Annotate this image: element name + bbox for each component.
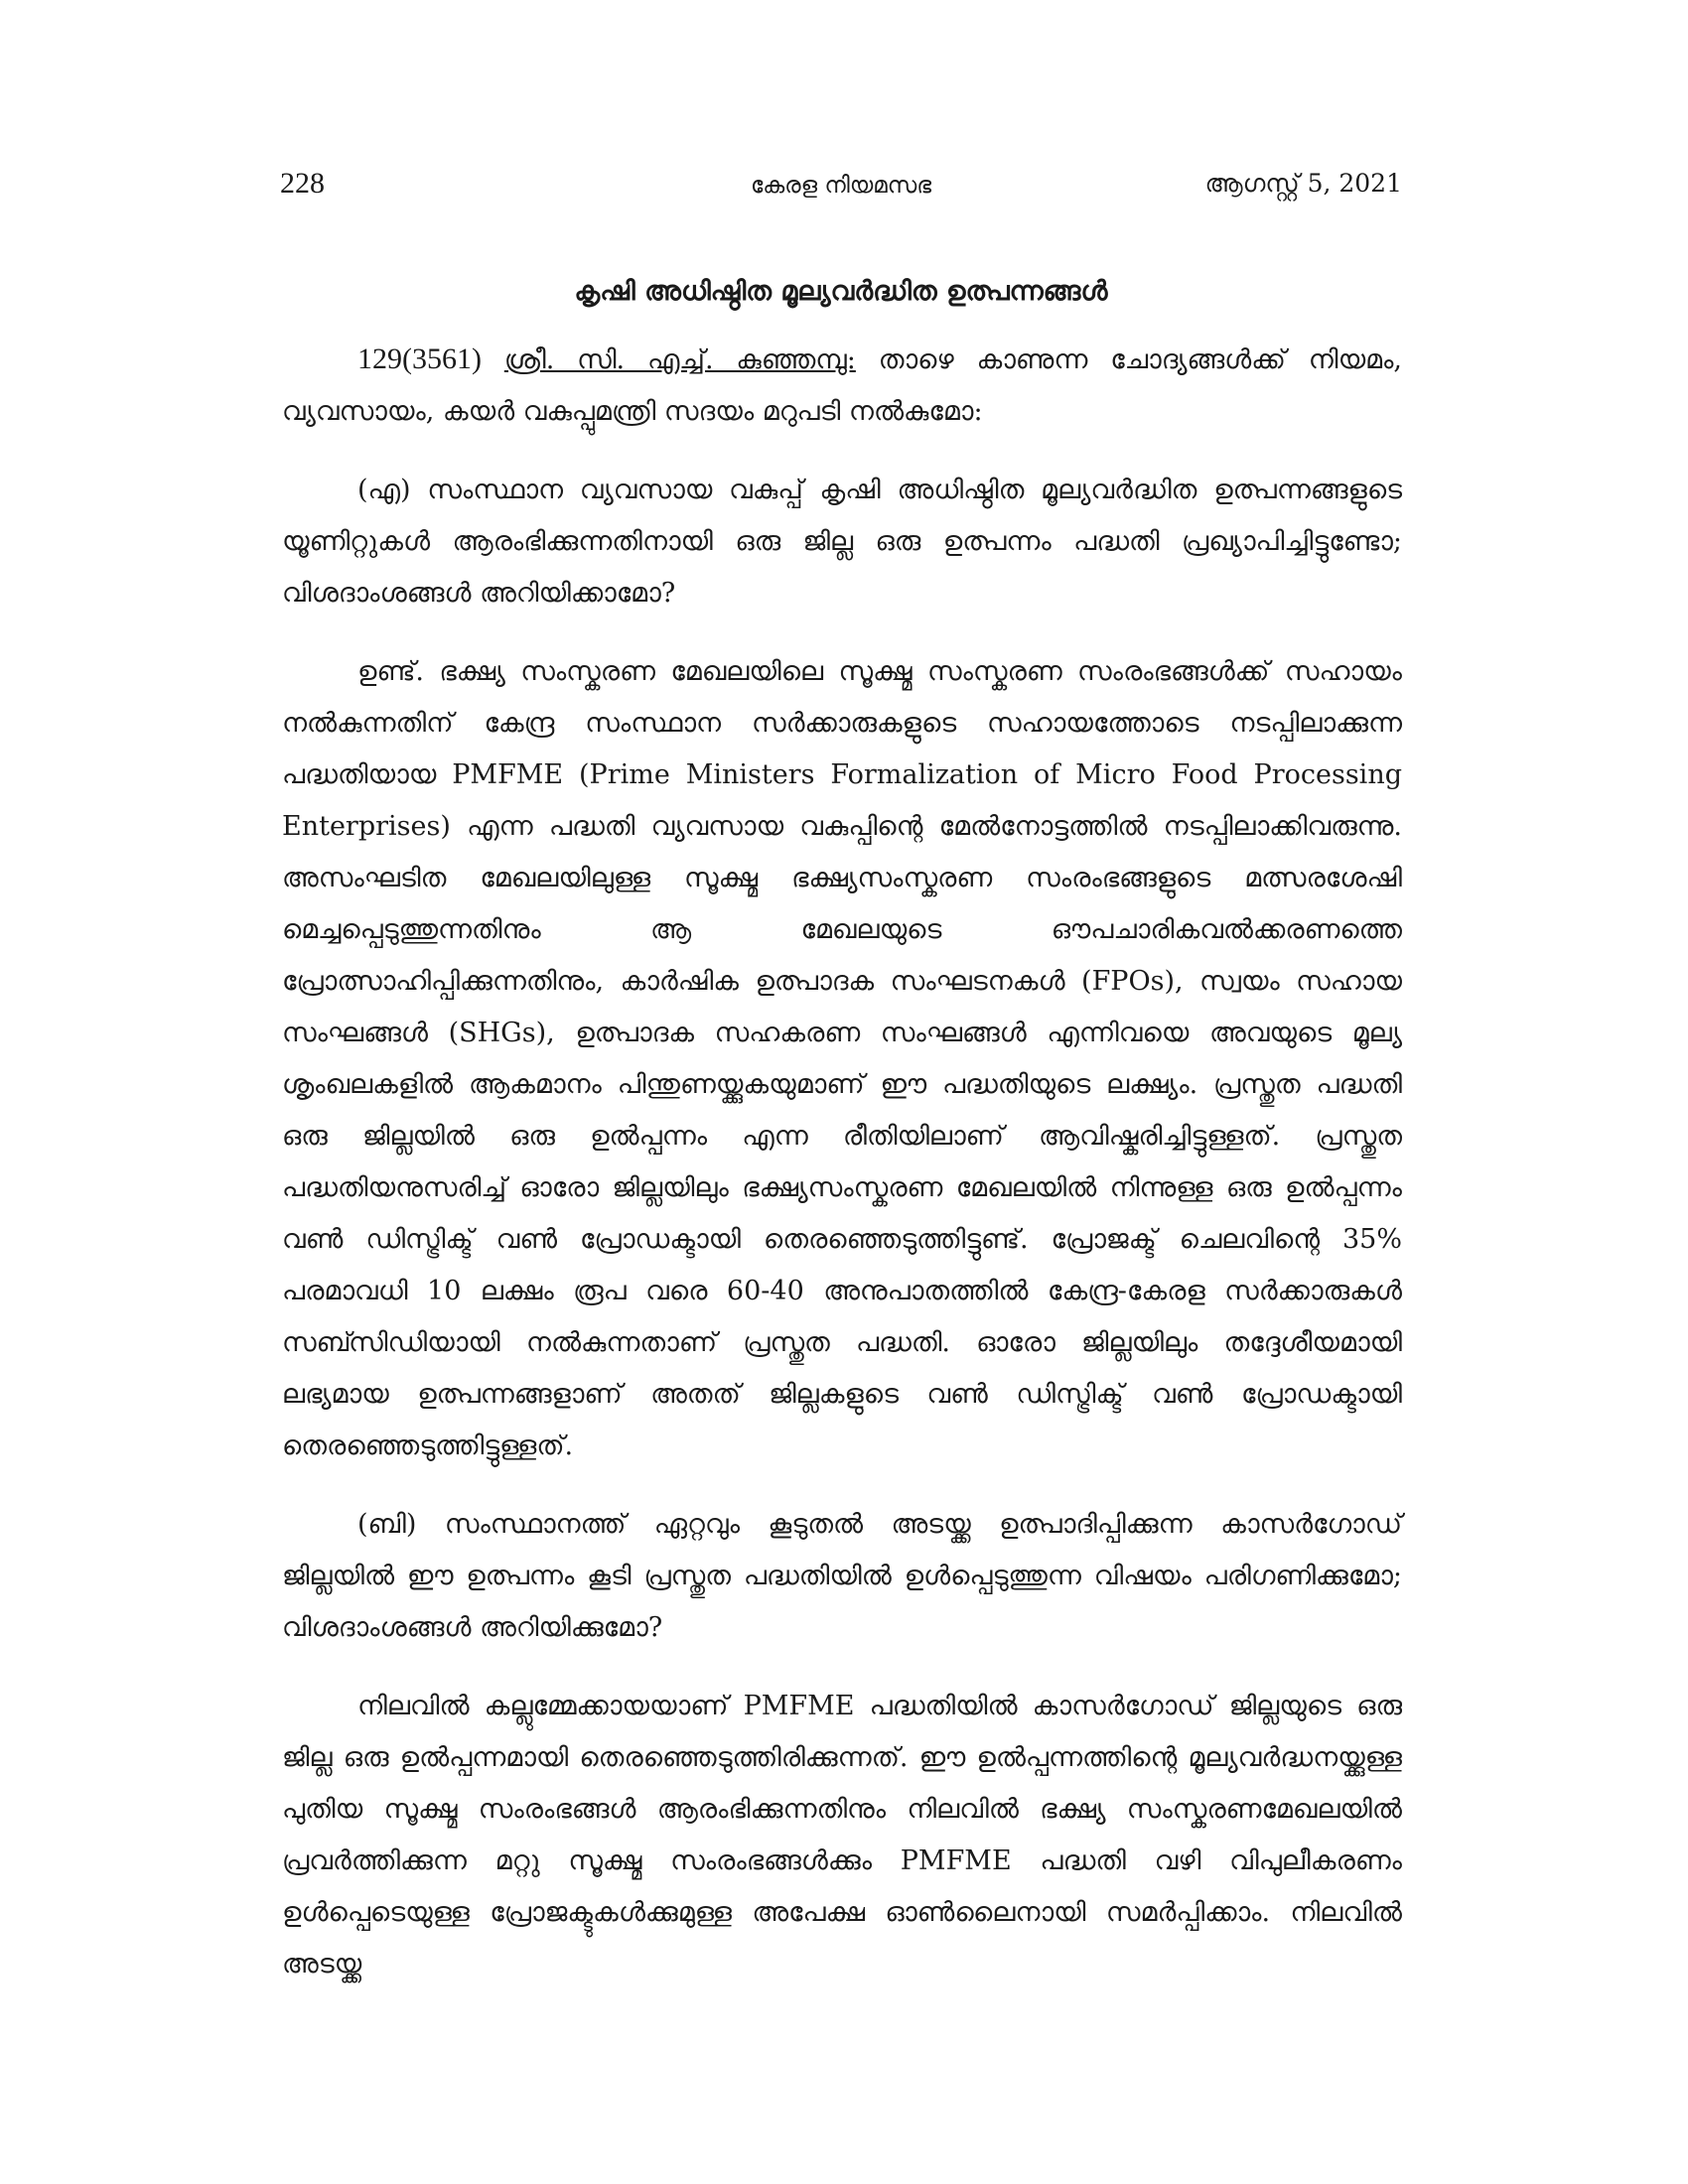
paragraph-answer-a — [282, 646, 1402, 1472]
paragraph-text: (എ) സംസ്ഥാന വ്യവസായ വകുപ്പ് കൃഷി അധിഷ്ഠിത മൂല്യവർദ്ധിത ഉത്പന്നങ്ങളുടെ യൂണിറ്റുകൾ ആരംഭിക്കുന്നതിനായി ഒരു ജില്ല ഒരു ഉത്പന്നം പദ്ധതി പ്രഖ്യാപിച്ചിട്ടുണ്ടോ; വിശദാംശങ്ങൾ അറിയിക്കാമോ? — [282, 475, 1402, 609]
question-paragraph — [282, 334, 1402, 438]
page-date: ആഗസ്റ്റ് 5, 2021 — [1204, 169, 1402, 198]
question-title: കൃഷി അധിഷ്ഠിത മൂല്യവർദ്ധിത ഉത്പന്നങ്ങൾ — [574, 276, 1108, 307]
paragraph-text: ഉണ്ട്. ഭക്ഷ്യ സംസ്കരണ മേഖലയിലെ സൂക്ഷ്മ സംസ്കരണ സംരംഭങ്ങൾക്ക് സഹായം നൽകുന്നതിന് കേന്ദ്ര സംസ്ഥാന സർക്കാരുകളുടെ സഹായത്തോടെ നടപ്പിലാക്കുന്ന പദ്ധതിയായ PMFME (Prime Ministers Formalization of Micro Food Processing Enterprises) എന്ന പദ്ധതി വ്യവസായ വകുപ്പിന്റെ മേൽനോട്ടത്തിൽ നടപ്പിലാക്കിവരുന്നു. അസംഘടിത മേഖലയിലുള്ള സൂക്ഷ്മ ഭക്ഷ്യസംസ്കരണ സംരംഭങ്ങളുടെ മത്സരശേഷി മെച്ചപ്പെടുത്തുന്നതിനും ആ മേഖലയുടെ ഔപചാരികവൽക്കരണത്തെ പ്രോത്സാഹിപ്പിക്കുന്നതിനും, കാർഷിക ഉത്പാദക സംഘടനകൾ (FPOs), സ്വയം സഹായ സംഘങ്ങൾ (SHGs), ഉത്പാദക സഹകരണ സംഘങ്ങൾ എന്നിവയെ അവയുടെ മൂല്യ ശൃംഖലകളിൽ ആകമാനം പിന്തുണയ്ക്കുകയുമാണ് ഈ പദ്ധതിയുടെ ലക്ഷ്യം. പ്രസ്തുത പദ്ധതി ഒരു ജില്ലയിൽ ഒരു ഉൽപ്പന്നം എന്ന രീതിയിലാണ് ആവിഷ്കരിച്ചിട്ടുള്ളത്. പ്രസ്തുത പദ്ധതിയനുസരിച്ച് ഓരോ ജില്ലയിലും ഭക്ഷ്യസംസ്കരണ മേഖലയിൽ നിന്നുള്ള ഒരു ഉൽപ്പന്നം വൺ ഡിസ്ട്രിക്ട് വൺ പ്രോഡക്ടായി തെരഞ്ഞെടുത്തിട്ടുണ്ട്. പ്രോജക്ട് ചെലവിന്റെ 35% പരമാവധി 10 ലക്ഷം രൂപ വരെ 60-40 അനുപാതത്തിൽ കേന്ദ്ര-കേരള സർക്കാരുകൾ സബ്സിഡിയായി നൽകുന്നതാണ് പ്രസ്തുത പദ്ധതി. ഓരോ ജില്ലയിലും തദ്ദേശീയമായി ലഭ്യമായ ഉത്പന്നങ്ങളാണ് അതത് ജില്ലകളുടെ വൺ ഡിസ്ട്രിക്ട് വൺ പ്രോഡക്ടായി തെരഞ്ഞെടുത്തിട്ടുള്ളത്. — [282, 656, 1402, 1461]
question-number: 129(3561) — [357, 342, 482, 375]
page-header — [280, 167, 1402, 210]
paragraph-text: (ബി) സംസ്ഥാനത്ത് ഏറ്റവും കൂടുതൽ അടയ്ക്ക ഉത്പാദിപ്പിക്കുന്ന കാസർഗോഡ് ജില്ലയിൽ ഈ ഉത്പന്നം കൂടി പ്രസ്തുത പദ്ധതിയിൽ ഉൾപ്പെടുത്തുന്ന വിഷയം പരിഗണിക്കുമോ; വിശദാംശങ്ങൾ അറിയിക്കുമോ? — [282, 1509, 1402, 1643]
paragraph-answer-b — [282, 1681, 1402, 1990]
paragraph-question-b — [282, 1499, 1402, 1654]
document-body — [282, 334, 1402, 2017]
running-title: കേരള നിയമസഭ — [750, 173, 932, 199]
paragraph-text: നിലവിൽ കല്ലുമ്മേക്കായയാണ് PMFME പദ്ധതിയിൽ കാസർഗോഡ് ജില്ലയുടെ ഒരു ജില്ല ഒരു ഉൽപ്പന്നമായി തെരഞ്ഞെടുത്തിരിക്കുന്നത്. ഈ ഉൽപ്പന്നത്തിന്റെ മൂല്യവർദ്ധനയ്ക്കുള്ള പുതിയ സൂക്ഷ്മ സംരംഭങ്ങൾ ആരംഭിക്കുന്നതിനും നിലവിൽ ഭക്ഷ്യ സംസ്കരണമേഖലയിൽ പ്രവർത്തിക്കുന്ന മറ്റു സൂക്ഷ്മ സംരംഭങ്ങൾക്കും PMFME പദ്ധതി വഴി വിപുലീകരണം ഉൾപ്പെടെയുള്ള പ്രോജക്ടുകൾക്കുമുള്ള അപേക്ഷ ഓൺലൈനായി സമർപ്പിക്കാം. നിലവിൽ അടയ്ക്ക — [282, 1691, 1402, 1979]
question-text: താഴെ കാണുന്ന ചോദ്യങ്ങൾക്ക് നിയമം, വ്യവസായം, കയർ വകുപ്പുമന്ത്രി സദയം മറുപടി നൽകുമോ: — [282, 344, 1403, 427]
page-number: 228 — [280, 167, 325, 200]
paragraph-question-a — [282, 465, 1402, 619]
member-name: ശ്രീ. സി. എച്ച്. കുഞ്ഞമ്പു: — [503, 344, 856, 375]
